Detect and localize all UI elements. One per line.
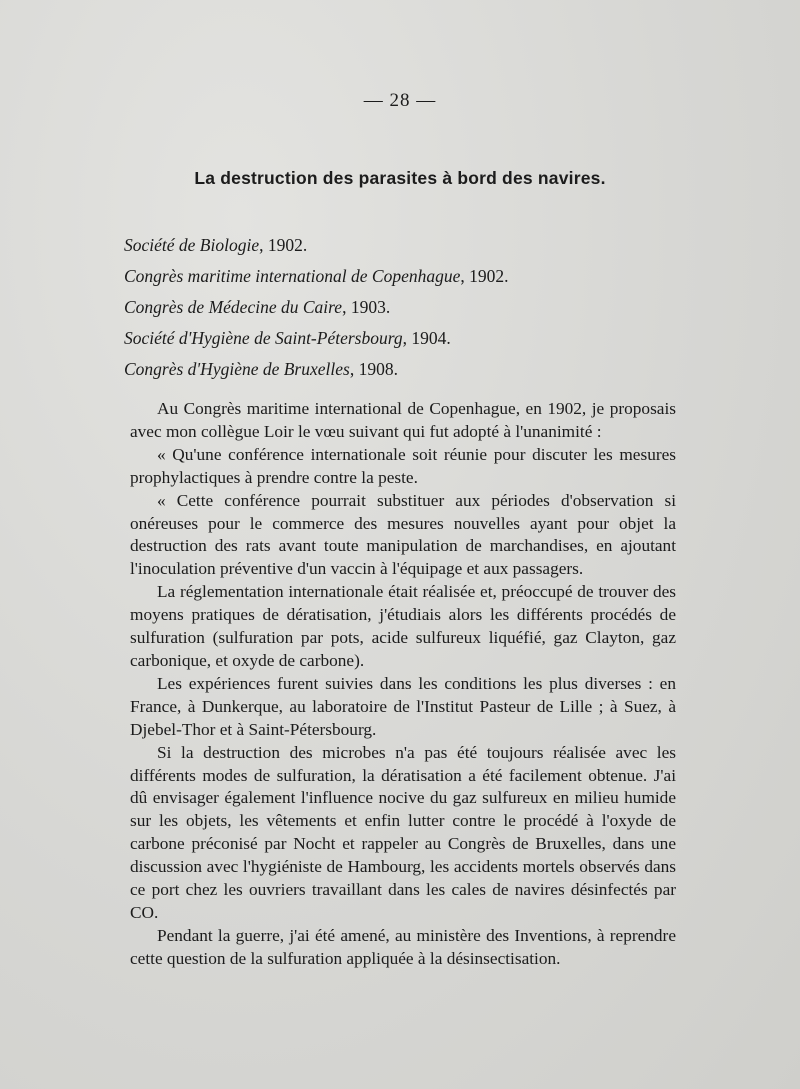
paragraph: « Qu'une conférence internationale soit réunie pour discuter les mesures prophylactiques à prendre contre la peste. [130, 444, 676, 487]
paragraph: « Cette conférence pourrait substituer aux périodes d'observation si onéreuses pour le commerce des mesures nouvelles ayant pour objet la destruction des rats avant toute manipulation de marchandises, en ajoutant l'inoculation préventive d'un vaccin à l'équipage et aux passagers. [130, 490, 676, 579]
paragraph: La réglementation internationale était réalisée et, préoccupé de trouver des moyens pratiques de dératisation, j'étudiais alors les différents procédés de sulfuration (sulfuration par pots, acide sulfureux liquéfié, gaz Clayton, gaz carbonique, et oxyde de carbone). [130, 582, 676, 670]
reference-year: , 1902. [460, 266, 509, 286]
reference-item [124, 354, 509, 385]
reference-name: Société de Biologie [124, 235, 260, 255]
paragraph: Pendant la guerre, j'ai été amené, au ministère des Inventions, à reprendre cette question de la sulfuration appliquée à la désinsectisation. [130, 925, 676, 968]
paragraph: Si la destruction des microbes n'a pas été toujours réalisée avec les différents modes de sulfuration, la dératisation a été facilement obtenue. J'ai dû envisager également l'influence nocive du gaz sulfureux en milieu humide sur les objets, les vêtements et enfin lutter contre le procédé à l'oxyde de carbone préconisé par Nocht et rappeler au Congrès de Bruxelles, dans une discussion avec l'hygiéniste de Hambourg, les accidents mortels observés dans ce port chez les ouvriers travaillant dans les cales de navires désinfectés par CO. [130, 742, 676, 922]
reference-name: Congrès d'Hygiène de Bruxelles [124, 359, 350, 379]
reference-item [124, 323, 509, 354]
paragraph: Au Congrès maritime international de Copenhague, en 1902, je proposais avec mon collègue Loir le vœu suivant qui fut adopté à l'unanimité : [130, 399, 676, 441]
body-text [130, 398, 676, 971]
reference-item [124, 292, 509, 323]
reference-name: Congrès de Médecine du Caire [124, 297, 343, 317]
page-number: — 28 — [363, 90, 437, 111]
reference-item [124, 261, 509, 292]
reference-year: , 1904. [402, 328, 451, 348]
reference-name: Société d'Hygiène de Saint-Pétersbourg [124, 328, 403, 348]
reference-year: , 1902. [259, 235, 308, 255]
paragraph: Les expériences furent suivies dans les conditions les plus diverses : en France, à Dunkerque, au laboratoire de l'Institut Pasteur de Lille ; à Suez, à Djebel-Thor et à Saint-Pétersbourg. [130, 673, 676, 739]
page-title: La destruction des parasites à bord des navires. [194, 168, 606, 188]
reference-list [124, 230, 509, 385]
reference-year: , 1908. [349, 359, 398, 379]
reference-year: , 1903. [342, 297, 391, 317]
reference-item [124, 230, 509, 261]
reference-name: Congrès maritime international de Copenhague [124, 266, 461, 286]
